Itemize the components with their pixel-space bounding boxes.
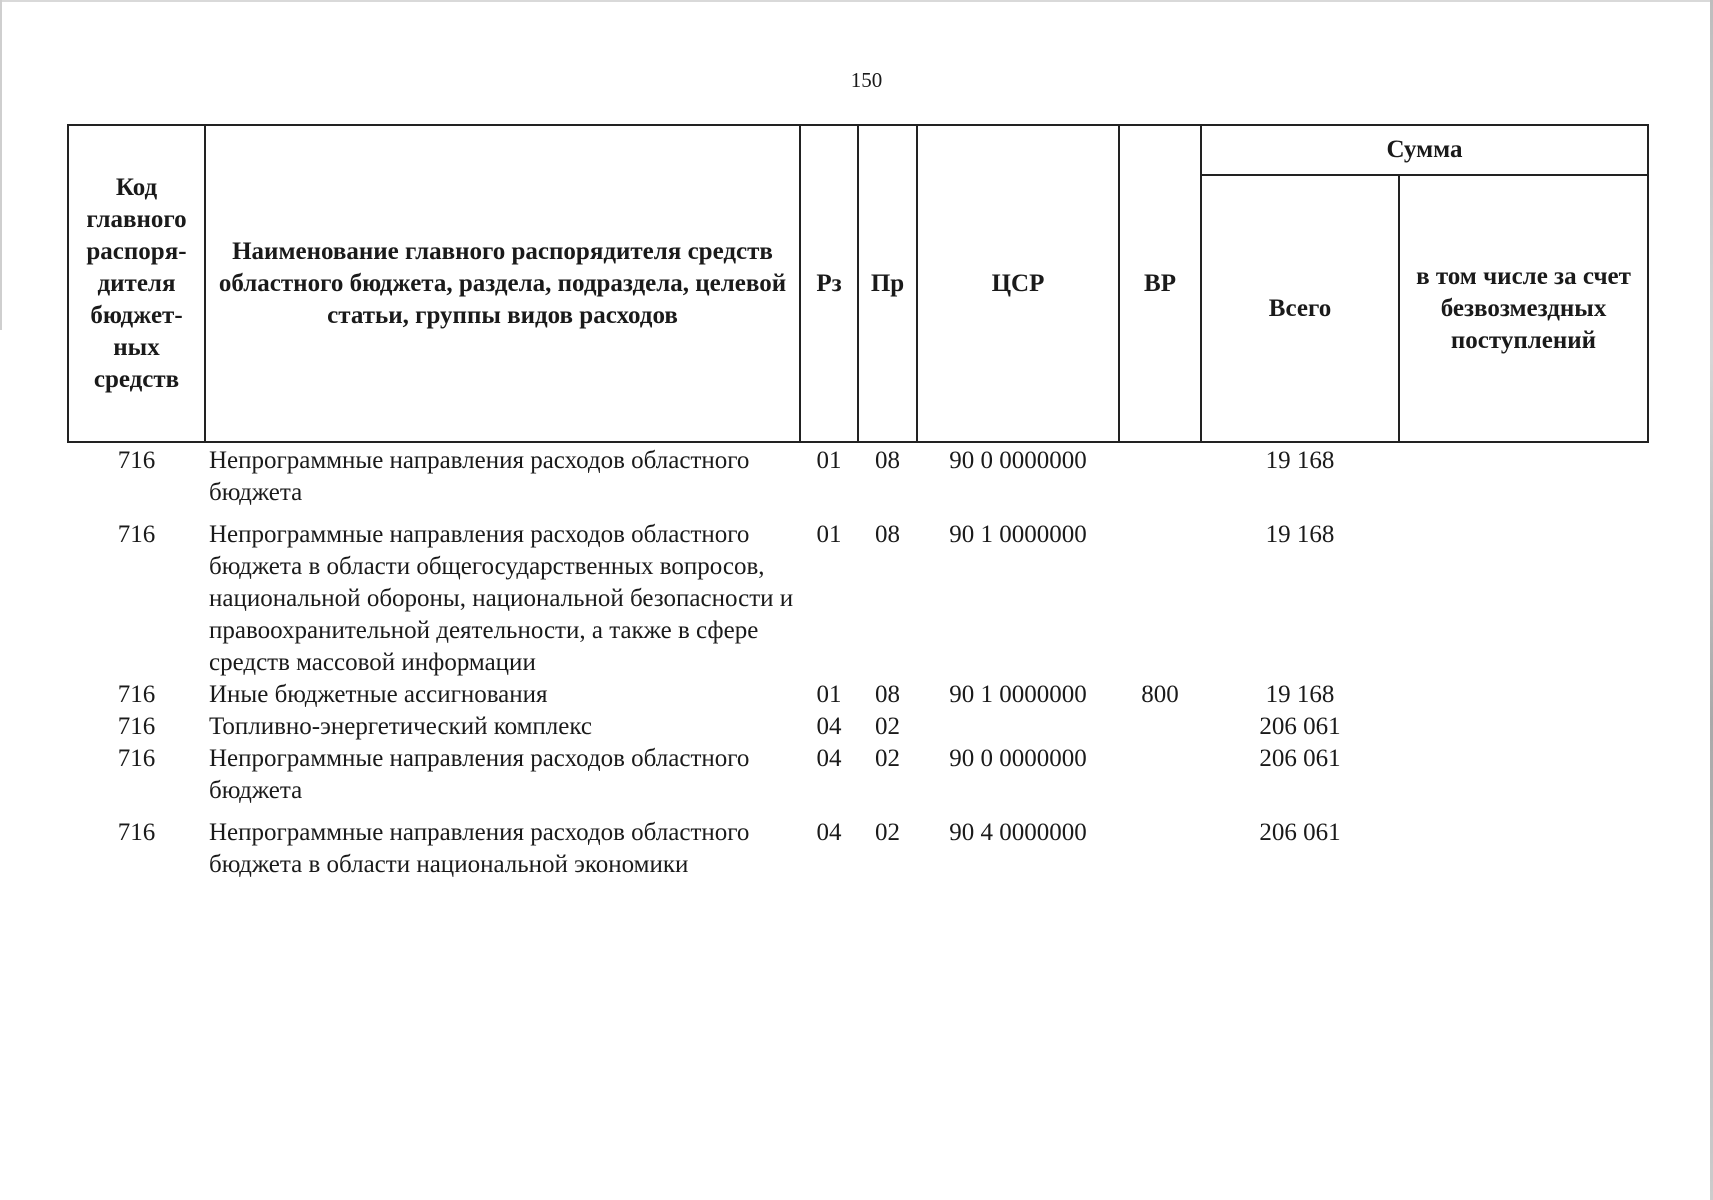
cell-rz: 01 (816, 681, 842, 708)
table-header (68, 125, 1648, 442)
cell-free (1399, 442, 1648, 519)
cell-pr: 02 (875, 745, 900, 772)
cell-pr: 02 (875, 819, 900, 846)
cell-total: 206 061 (1259, 819, 1341, 846)
cell-code: 716 (117, 521, 156, 548)
table-row (68, 442, 1648, 519)
cell-code: 716 (117, 819, 156, 846)
cell-rz: 04 (816, 713, 842, 740)
table-row (68, 817, 1648, 881)
cell-code: 716 (117, 745, 156, 772)
budget-table (67, 124, 1649, 881)
cell-pr: 08 (875, 447, 900, 474)
cell-total: 206 061 (1259, 745, 1341, 772)
cell-total: 19 168 (1265, 681, 1335, 708)
page-number: 150 (850, 68, 883, 92)
cell-vr (1119, 817, 1201, 881)
table-row (68, 519, 1648, 679)
cell-vr (1119, 519, 1201, 679)
table-row (68, 743, 1648, 817)
cell-name: Непрограммные направления расходов областного бюджета в области общегосударственных вопросов, национальной обороны, национальной безопасности и правоохранительной деятельности, а также в сфере средств массовой информации (209, 521, 794, 676)
cell-csr: 90 1 0000000 (949, 521, 1087, 548)
cell-csr (917, 711, 1119, 743)
header-sum: Сумма (1201, 125, 1648, 175)
header-name: Наименование главного распорядителя средств областного бюджета, раздела, подраздела, целевой статьи, группы видов расходов (205, 125, 800, 442)
cell-vr (1119, 711, 1201, 743)
cell-rz: 04 (816, 745, 842, 772)
cell-total: 19 168 (1265, 447, 1335, 474)
scan-edge-left (0, 0, 2, 330)
cell-pr: 02 (875, 713, 900, 740)
cell-name: Непрограммные направления расходов областного бюджета в области национальной экономики (209, 819, 750, 878)
scan-edge-top (0, 0, 1713, 2)
header-total: Всего (1201, 175, 1399, 442)
cell-free (1399, 679, 1648, 711)
cell-name: Непрограммные направления расходов областного бюджета (209, 447, 750, 506)
cell-name: Непрограммные направления расходов областного бюджета (209, 745, 750, 804)
header-vr: ВР (1119, 125, 1201, 442)
table-body (68, 442, 1648, 881)
cell-total: 19 168 (1265, 521, 1335, 548)
header-csr: ЦСР (917, 125, 1119, 442)
cell-name: Топливно-энергетический комплекс (209, 713, 592, 740)
table-row (68, 711, 1648, 743)
cell-free (1399, 817, 1648, 881)
cell-total: 206 061 (1259, 713, 1341, 740)
header-code: Код главного распоря-дителя бюджет-ных средств (68, 125, 205, 442)
table-row (68, 679, 1648, 711)
cell-vr: 800 (1141, 681, 1179, 708)
header-free-receipts: в том числе за счет безвозмездных поступлений (1399, 175, 1648, 442)
cell-rz: 01 (816, 447, 842, 474)
cell-free (1399, 519, 1648, 679)
cell-code: 716 (117, 447, 156, 474)
cell-vr (1119, 442, 1201, 519)
cell-code: 716 (117, 681, 156, 708)
cell-csr: 90 1 0000000 (949, 681, 1087, 708)
cell-rz: 04 (816, 819, 842, 846)
cell-csr: 90 0 0000000 (949, 745, 1087, 772)
cell-code: 716 (117, 713, 156, 740)
cell-free (1399, 743, 1648, 817)
cell-free (1399, 711, 1648, 743)
cell-pr: 08 (875, 681, 900, 708)
cell-name: Иные бюджетные ассигнования (209, 681, 548, 708)
cell-rz: 01 (816, 521, 842, 548)
cell-vr (1119, 743, 1201, 817)
cell-csr: 90 0 0000000 (949, 447, 1087, 474)
cell-csr: 90 4 0000000 (949, 819, 1087, 846)
header-rz: Рз (800, 125, 858, 442)
header-pr: Пр (858, 125, 917, 442)
cell-pr: 08 (875, 521, 900, 548)
